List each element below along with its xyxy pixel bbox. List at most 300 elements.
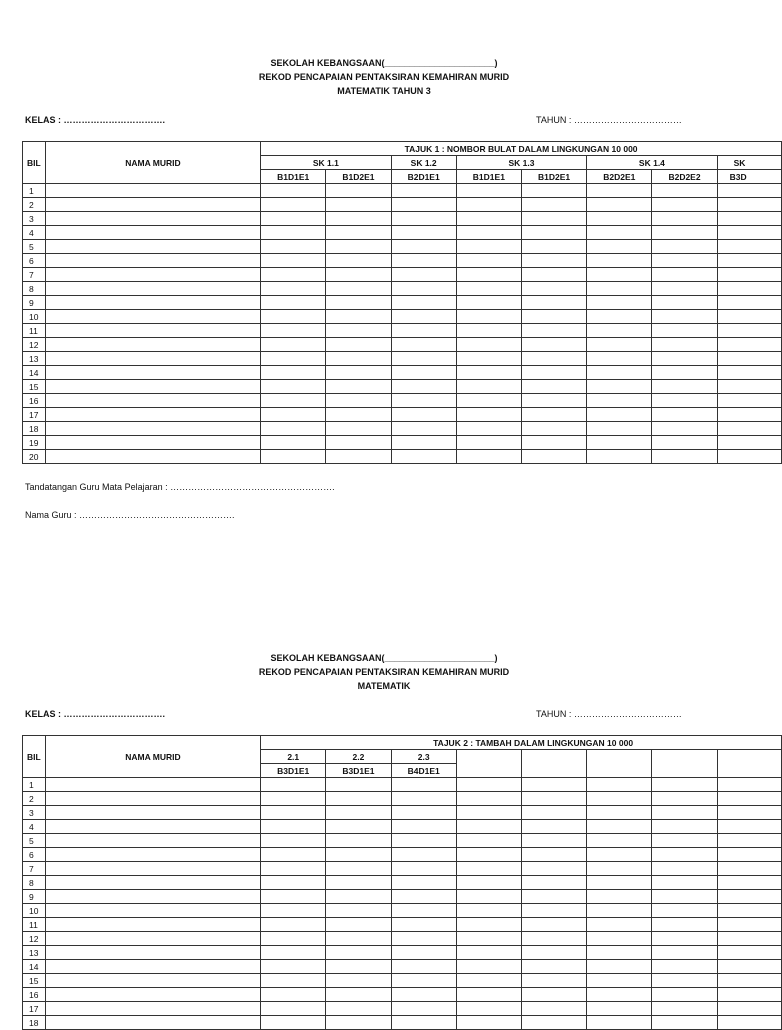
score-cell[interactable] [717,806,781,820]
score-cell[interactable] [587,282,652,296]
score-cell[interactable] [652,282,717,296]
score-cell[interactable] [717,1002,781,1016]
student-name-cell[interactable] [45,904,260,918]
score-cell[interactable] [652,198,717,212]
student-name-cell[interactable] [45,226,260,240]
score-cell[interactable] [391,254,456,268]
score-cell[interactable] [326,946,391,960]
score-cell[interactable] [717,918,781,932]
score-cell[interactable] [652,240,717,254]
score-cell[interactable] [456,876,521,890]
score-cell[interactable] [652,1002,717,1016]
score-cell[interactable] [261,848,326,862]
student-name-cell[interactable] [45,380,260,394]
score-cell[interactable] [391,876,456,890]
score-cell[interactable] [326,408,391,422]
score-cell[interactable] [326,904,391,918]
score-cell[interactable] [391,450,456,464]
score-cell[interactable] [522,946,587,960]
score-cell[interactable] [261,324,326,338]
score-cell[interactable] [587,988,652,1002]
score-cell[interactable] [261,422,326,436]
score-cell[interactable] [587,408,652,422]
score-cell[interactable] [717,408,781,422]
score-cell[interactable] [717,792,781,806]
score-cell[interactable] [261,310,326,324]
student-name-cell[interactable] [45,296,260,310]
score-cell[interactable] [521,450,586,464]
student-name-cell[interactable] [45,988,260,1002]
score-cell[interactable] [521,422,586,436]
score-cell[interactable] [391,960,456,974]
score-cell[interactable] [261,436,326,450]
score-cell[interactable] [587,296,652,310]
score-cell[interactable] [587,352,652,366]
student-name-cell[interactable] [45,848,260,862]
score-cell[interactable] [587,778,652,792]
student-name-cell[interactable] [45,324,260,338]
score-cell[interactable] [456,352,521,366]
score-cell[interactable] [261,254,326,268]
score-cell[interactable] [521,212,586,226]
score-cell[interactable] [717,890,781,904]
score-cell[interactable] [717,352,781,366]
score-cell[interactable] [717,268,781,282]
score-cell[interactable] [326,226,391,240]
score-cell[interactable] [391,352,456,366]
score-cell[interactable] [391,394,456,408]
score-cell[interactable] [587,876,652,890]
student-name-cell[interactable] [45,792,260,806]
score-cell[interactable] [326,1002,391,1016]
score-cell[interactable] [391,240,456,254]
score-cell[interactable] [391,988,456,1002]
score-cell[interactable] [456,960,521,974]
score-cell[interactable] [391,1016,456,1030]
score-cell[interactable] [326,310,391,324]
student-name-cell[interactable] [45,212,260,226]
score-cell[interactable] [521,352,586,366]
score-cell[interactable] [521,254,586,268]
score-cell[interactable] [326,338,391,352]
score-cell[interactable] [326,792,391,806]
score-cell[interactable] [587,820,652,834]
score-cell[interactable] [261,394,326,408]
score-cell[interactable] [652,848,717,862]
student-name-cell[interactable] [45,862,260,876]
student-name-cell[interactable] [45,974,260,988]
score-cell[interactable] [587,226,652,240]
score-cell[interactable] [326,240,391,254]
score-cell[interactable] [717,422,781,436]
score-cell[interactable] [652,988,717,1002]
score-cell[interactable] [261,778,326,792]
score-cell[interactable] [391,198,456,212]
score-cell[interactable] [456,240,521,254]
score-cell[interactable] [391,918,456,932]
score-cell[interactable] [326,890,391,904]
score-cell[interactable] [717,450,781,464]
score-cell[interactable] [261,296,326,310]
score-cell[interactable] [717,848,781,862]
score-cell[interactable] [587,198,652,212]
score-cell[interactable] [652,806,717,820]
score-cell[interactable] [456,834,521,848]
score-cell[interactable] [587,394,652,408]
score-cell[interactable] [326,184,391,198]
score-cell[interactable] [717,296,781,310]
score-cell[interactable] [652,184,717,198]
score-cell[interactable] [717,834,781,848]
score-cell[interactable] [326,820,391,834]
score-cell[interactable] [261,1002,326,1016]
score-cell[interactable] [456,198,521,212]
score-cell[interactable] [391,778,456,792]
student-name-cell[interactable] [45,820,260,834]
student-name-cell[interactable] [45,918,260,932]
score-cell[interactable] [652,890,717,904]
score-cell[interactable] [326,862,391,876]
score-cell[interactable] [717,778,781,792]
score-cell[interactable] [652,352,717,366]
score-cell[interactable] [652,876,717,890]
score-cell[interactable] [391,212,456,226]
score-cell[interactable] [652,834,717,848]
student-name-cell[interactable] [45,1002,260,1016]
score-cell[interactable] [587,932,652,946]
score-cell[interactable] [652,422,717,436]
score-cell[interactable] [261,988,326,1002]
score-cell[interactable] [391,310,456,324]
score-cell[interactable] [717,198,781,212]
score-cell[interactable] [717,254,781,268]
score-cell[interactable] [587,946,652,960]
score-cell[interactable] [652,450,717,464]
student-name-cell[interactable] [45,254,260,268]
score-cell[interactable] [261,806,326,820]
score-cell[interactable] [717,240,781,254]
score-cell[interactable] [326,380,391,394]
score-cell[interactable] [261,834,326,848]
score-cell[interactable] [717,338,781,352]
score-cell[interactable] [326,876,391,890]
student-name-cell[interactable] [45,876,260,890]
score-cell[interactable] [456,212,521,226]
score-cell[interactable] [717,862,781,876]
score-cell[interactable] [717,988,781,1002]
score-cell[interactable] [326,778,391,792]
score-cell[interactable] [522,960,587,974]
score-cell[interactable] [391,380,456,394]
score-cell[interactable] [326,268,391,282]
score-cell[interactable] [652,296,717,310]
score-cell[interactable] [326,366,391,380]
student-name-cell[interactable] [45,1016,260,1030]
score-cell[interactable] [717,184,781,198]
score-cell[interactable] [652,436,717,450]
student-name-cell[interactable] [45,806,260,820]
score-cell[interactable] [456,862,521,876]
student-name-cell[interactable] [45,960,260,974]
score-cell[interactable] [587,310,652,324]
score-cell[interactable] [652,268,717,282]
score-cell[interactable] [521,240,586,254]
score-cell[interactable] [326,436,391,450]
score-cell[interactable] [717,946,781,960]
student-name-cell[interactable] [45,422,260,436]
score-cell[interactable] [521,394,586,408]
score-cell[interactable] [261,338,326,352]
score-cell[interactable] [587,366,652,380]
score-cell[interactable] [391,904,456,918]
score-cell[interactable] [261,352,326,366]
student-name-cell[interactable] [45,338,260,352]
score-cell[interactable] [391,226,456,240]
score-cell[interactable] [456,226,521,240]
student-name-cell[interactable] [45,932,260,946]
score-cell[interactable] [391,268,456,282]
score-cell[interactable] [652,904,717,918]
score-cell[interactable] [652,408,717,422]
student-name-cell[interactable] [45,834,260,848]
score-cell[interactable] [391,366,456,380]
score-cell[interactable] [391,296,456,310]
score-cell[interactable] [456,988,521,1002]
score-cell[interactable] [652,310,717,324]
score-cell[interactable] [456,932,521,946]
student-name-cell[interactable] [45,436,260,450]
score-cell[interactable] [717,366,781,380]
student-name-cell[interactable] [45,352,260,366]
score-cell[interactable] [391,862,456,876]
score-cell[interactable] [456,282,521,296]
score-cell[interactable] [456,338,521,352]
score-cell[interactable] [652,338,717,352]
score-cell[interactable] [521,436,586,450]
score-cell[interactable] [456,296,521,310]
score-cell[interactable] [522,792,587,806]
score-cell[interactable] [261,932,326,946]
score-cell[interactable] [391,1002,456,1016]
student-name-cell[interactable] [45,890,260,904]
score-cell[interactable] [522,1016,587,1030]
score-cell[interactable] [261,198,326,212]
score-cell[interactable] [587,212,652,226]
score-cell[interactable] [587,862,652,876]
score-cell[interactable] [391,848,456,862]
score-cell[interactable] [456,254,521,268]
score-cell[interactable] [456,974,521,988]
student-name-cell[interactable] [45,310,260,324]
score-cell[interactable] [456,450,521,464]
score-cell[interactable] [326,352,391,366]
score-cell[interactable] [456,310,521,324]
score-cell[interactable] [717,226,781,240]
score-cell[interactable] [522,918,587,932]
score-cell[interactable] [652,862,717,876]
score-cell[interactable] [261,1016,326,1030]
score-cell[interactable] [587,890,652,904]
score-cell[interactable] [587,904,652,918]
score-cell[interactable] [652,394,717,408]
score-cell[interactable] [587,960,652,974]
score-cell[interactable] [326,848,391,862]
score-cell[interactable] [261,212,326,226]
score-cell[interactable] [261,960,326,974]
score-cell[interactable] [587,338,652,352]
score-cell[interactable] [261,792,326,806]
score-cell[interactable] [522,806,587,820]
score-cell[interactable] [391,792,456,806]
score-cell[interactable] [326,282,391,296]
score-cell[interactable] [522,862,587,876]
score-cell[interactable] [456,436,521,450]
student-name-cell[interactable] [45,366,260,380]
score-cell[interactable] [717,932,781,946]
score-cell[interactable] [261,282,326,296]
score-cell[interactable] [717,394,781,408]
student-name-cell[interactable] [45,946,260,960]
score-cell[interactable] [652,932,717,946]
score-cell[interactable] [261,450,326,464]
score-cell[interactable] [522,974,587,988]
score-cell[interactable] [717,212,781,226]
score-cell[interactable] [652,212,717,226]
score-cell[interactable] [261,946,326,960]
score-cell[interactable] [587,1002,652,1016]
score-cell[interactable] [456,792,521,806]
score-cell[interactable] [326,1016,391,1030]
score-cell[interactable] [456,422,521,436]
score-cell[interactable] [521,408,586,422]
score-cell[interactable] [717,324,781,338]
score-cell[interactable] [521,310,586,324]
score-cell[interactable] [261,366,326,380]
score-cell[interactable] [391,932,456,946]
score-cell[interactable] [261,820,326,834]
score-cell[interactable] [391,408,456,422]
score-cell[interactable] [652,324,717,338]
score-cell[interactable] [587,974,652,988]
score-cell[interactable] [587,184,652,198]
score-cell[interactable] [261,408,326,422]
score-cell[interactable] [521,184,586,198]
score-cell[interactable] [456,366,521,380]
score-cell[interactable] [522,834,587,848]
score-cell[interactable] [521,268,586,282]
score-cell[interactable] [391,338,456,352]
student-name-cell[interactable] [45,408,260,422]
score-cell[interactable] [326,806,391,820]
score-cell[interactable] [456,408,521,422]
score-cell[interactable] [456,1016,521,1030]
score-cell[interactable] [261,184,326,198]
score-cell[interactable] [652,254,717,268]
score-cell[interactable] [522,932,587,946]
score-cell[interactable] [587,436,652,450]
score-cell[interactable] [326,834,391,848]
score-cell[interactable] [391,890,456,904]
score-cell[interactable] [587,324,652,338]
score-cell[interactable] [522,988,587,1002]
student-name-cell[interactable] [45,394,260,408]
score-cell[interactable] [717,960,781,974]
score-cell[interactable] [391,184,456,198]
score-cell[interactable] [652,366,717,380]
score-cell[interactable] [391,324,456,338]
student-name-cell[interactable] [45,240,260,254]
score-cell[interactable] [456,380,521,394]
score-cell[interactable] [652,974,717,988]
score-cell[interactable] [521,296,586,310]
score-cell[interactable] [587,834,652,848]
score-cell[interactable] [652,820,717,834]
score-cell[interactable] [652,778,717,792]
score-cell[interactable] [521,338,586,352]
score-cell[interactable] [456,848,521,862]
score-cell[interactable] [717,436,781,450]
score-cell[interactable] [522,778,587,792]
score-cell[interactable] [522,1002,587,1016]
score-cell[interactable] [326,974,391,988]
score-cell[interactable] [717,876,781,890]
score-cell[interactable] [261,268,326,282]
score-cell[interactable] [326,932,391,946]
score-cell[interactable] [652,960,717,974]
score-cell[interactable] [521,198,586,212]
score-cell[interactable] [587,848,652,862]
score-cell[interactable] [456,268,521,282]
score-cell[interactable] [587,806,652,820]
score-cell[interactable] [587,254,652,268]
score-cell[interactable] [652,918,717,932]
score-cell[interactable] [326,450,391,464]
score-cell[interactable] [326,254,391,268]
score-cell[interactable] [261,380,326,394]
score-cell[interactable] [326,918,391,932]
score-cell[interactable] [522,876,587,890]
score-cell[interactable] [522,820,587,834]
score-cell[interactable] [456,946,521,960]
score-cell[interactable] [391,820,456,834]
score-cell[interactable] [587,792,652,806]
score-cell[interactable] [326,198,391,212]
score-cell[interactable] [587,918,652,932]
score-cell[interactable] [456,890,521,904]
score-cell[interactable] [652,1016,717,1030]
student-name-cell[interactable] [45,282,260,296]
score-cell[interactable] [261,974,326,988]
score-cell[interactable] [326,212,391,226]
student-name-cell[interactable] [45,450,260,464]
score-cell[interactable] [717,282,781,296]
score-cell[interactable] [717,1016,781,1030]
score-cell[interactable] [326,324,391,338]
score-cell[interactable] [717,974,781,988]
score-cell[interactable] [587,380,652,394]
score-cell[interactable] [587,268,652,282]
score-cell[interactable] [326,394,391,408]
score-cell[interactable] [717,904,781,918]
score-cell[interactable] [717,310,781,324]
score-cell[interactable] [391,806,456,820]
score-cell[interactable] [456,820,521,834]
student-name-cell[interactable] [45,184,260,198]
score-cell[interactable] [261,876,326,890]
score-cell[interactable] [391,834,456,848]
student-name-cell[interactable] [45,778,260,792]
score-cell[interactable] [326,960,391,974]
